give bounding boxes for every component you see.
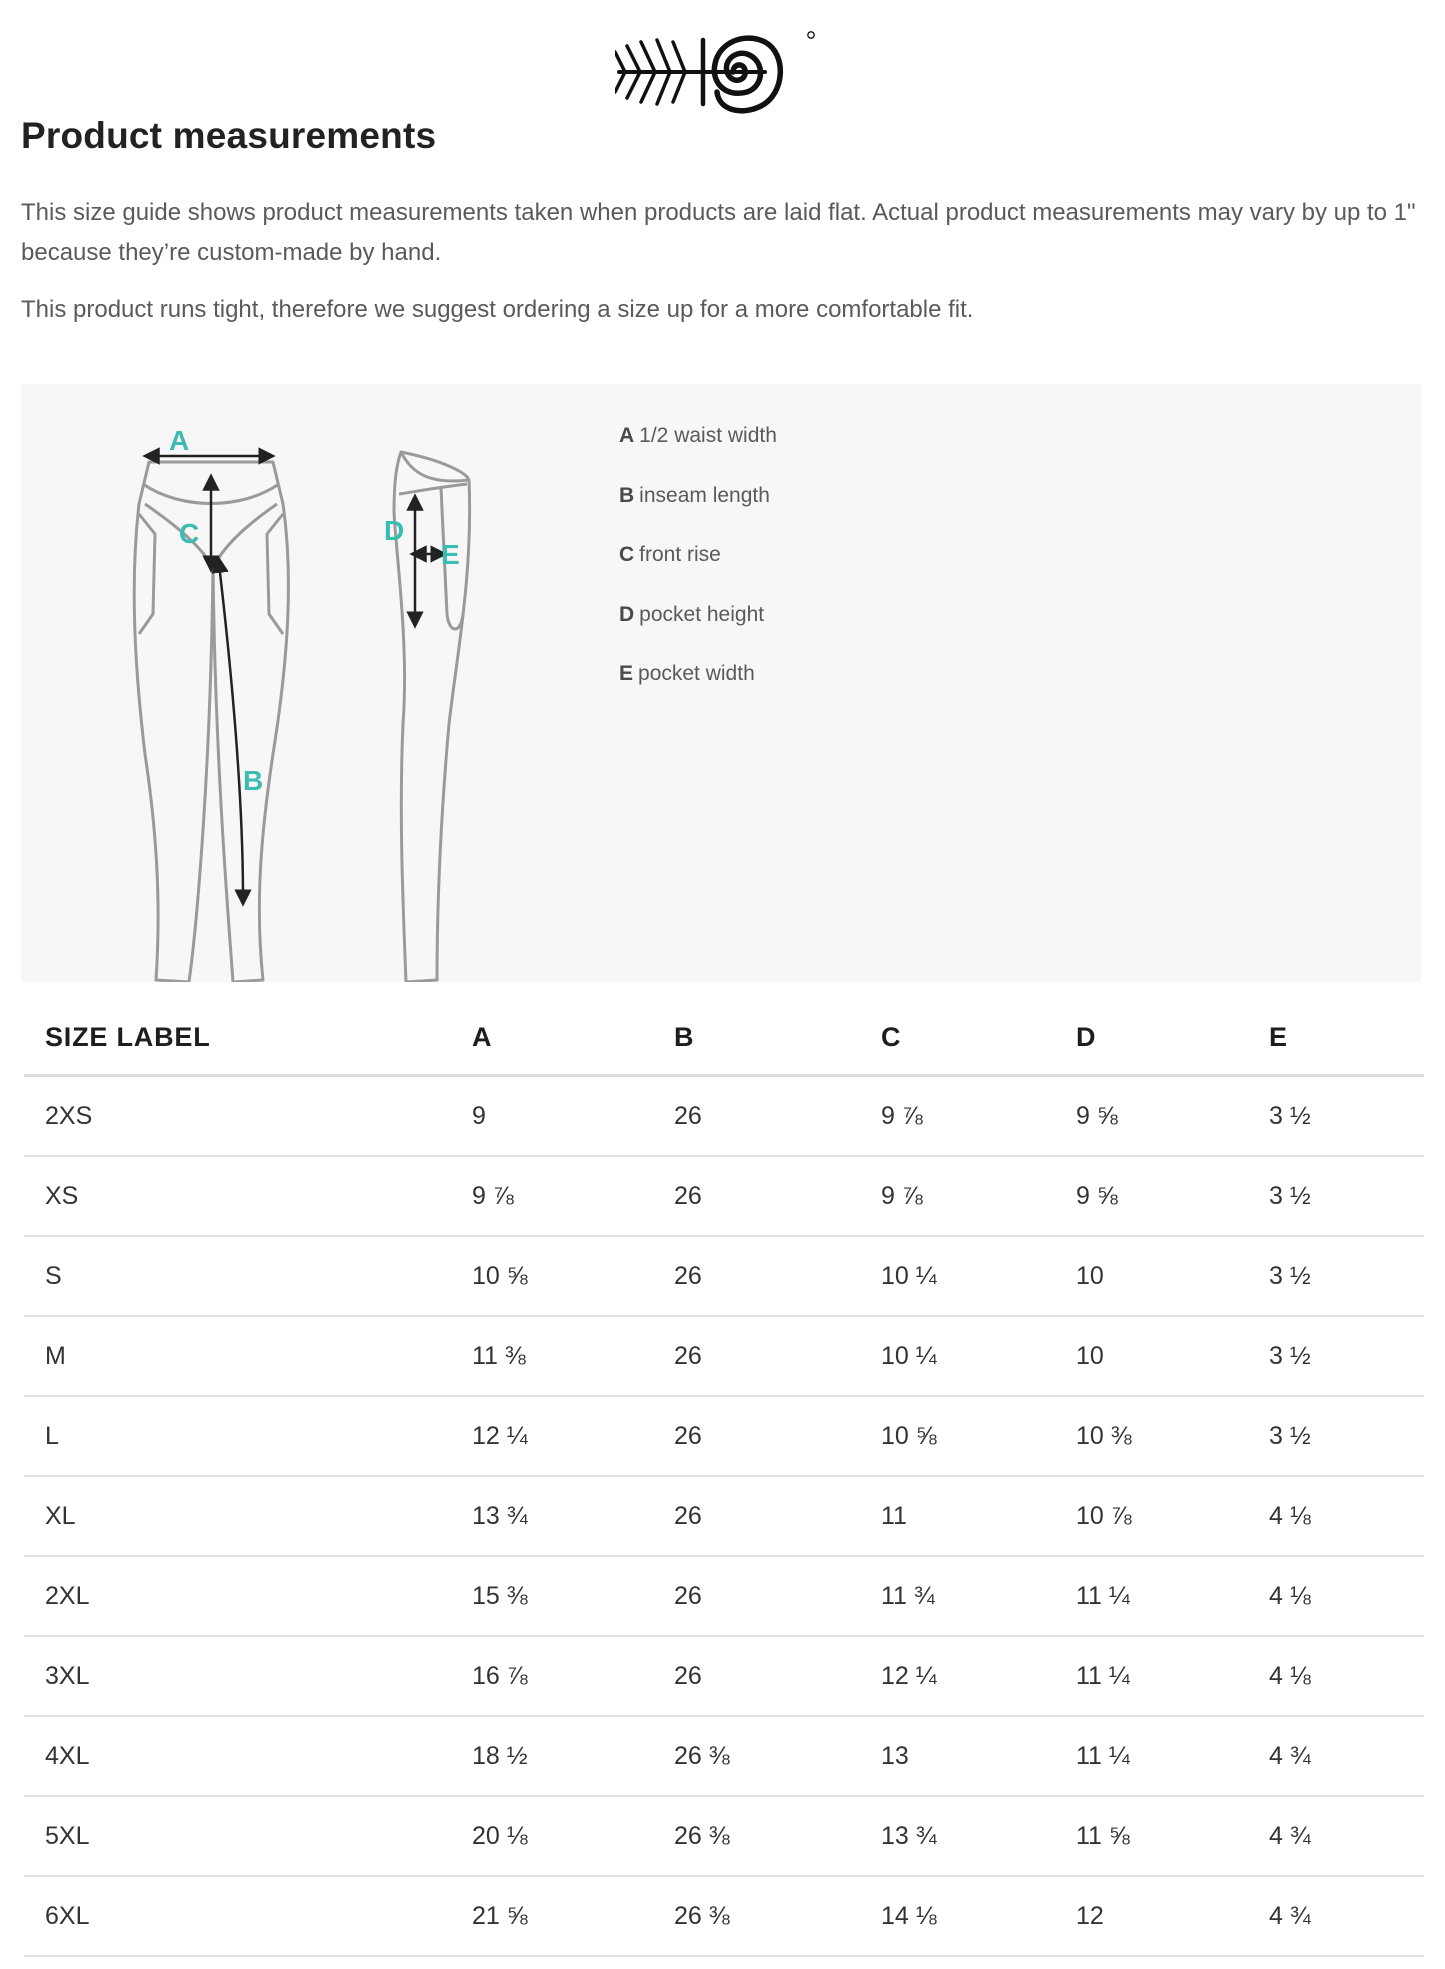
measurement-cell: 26	[653, 1156, 860, 1236]
measurement-cell: 3 ½	[1248, 1156, 1424, 1236]
measurement-cell: 4 ¾	[1248, 1796, 1424, 1876]
measurement-cell: 3 ½	[1248, 1316, 1424, 1396]
measurement-cell: 4 ⅛	[1248, 1476, 1424, 1556]
table-header-row	[24, 1000, 1424, 1076]
measurement-cell: 4 ⅛	[1248, 1556, 1424, 1636]
measurement-cell: 11 ⅜	[451, 1316, 653, 1396]
measurement-cell: 13 ¾	[860, 1796, 1055, 1876]
table-row	[24, 1156, 1424, 1236]
marker-c-label: C	[179, 518, 200, 549]
measurement-cell: 9 ⅞	[860, 1156, 1055, 1236]
measurement-cell: 11	[860, 1476, 1055, 1556]
measurement-cell: 26	[653, 1076, 860, 1157]
table-row	[24, 1076, 1424, 1157]
measurement-cell: 10 ⅞	[1055, 1476, 1248, 1556]
table-row	[24, 1716, 1424, 1796]
size-chart-table	[24, 1000, 1424, 1957]
header-e: E	[1248, 1000, 1424, 1076]
size-label-cell: XL	[24, 1476, 451, 1556]
measurement-cell: 11 ¼	[1055, 1716, 1248, 1796]
measurement-cell: 9 ⅞	[860, 1076, 1055, 1157]
measurement-cell: 9 ⅝	[1055, 1156, 1248, 1236]
marker-d-label: D	[384, 515, 405, 546]
measurement-cell: 26 ⅜	[653, 1716, 860, 1796]
marker-e-label: E	[441, 539, 460, 570]
fit-note: This product runs tight, therefore we suggest ordering a size up for a more comfortable fit.	[21, 296, 974, 323]
leggings-side-view	[394, 452, 470, 982]
header-b: B	[653, 1000, 860, 1076]
measurement-cell: 20 ⅛	[451, 1796, 653, 1876]
measurement-cell: 14 ⅛	[860, 1876, 1055, 1956]
measurement-cell: 13	[860, 1716, 1055, 1796]
measurement-cell: 12	[1055, 1876, 1248, 1956]
size-label-cell: 2XS	[24, 1076, 451, 1157]
measurement-cell: 11 ¼	[1055, 1636, 1248, 1716]
measurement-cell: 10	[1055, 1316, 1248, 1396]
size-label-cell: 6XL	[24, 1876, 451, 1956]
measurement-cell: 3 ½	[1248, 1396, 1424, 1476]
legend-item-c: C front rise	[619, 543, 721, 566]
intro-paragraph: This size guide shows product measurements taken when products are laid flat. Actual product measurements may vary by up to 1" because they’re custom-made by hand.	[21, 199, 1416, 266]
header-size-label: SIZE LABEL	[24, 1000, 451, 1076]
page-title: Product measurements	[21, 115, 437, 156]
table-row	[24, 1316, 1424, 1396]
measurement-cell: 26	[653, 1636, 860, 1716]
measurement-cell: 3 ½	[1248, 1076, 1424, 1157]
table-row	[24, 1636, 1424, 1716]
measurement-cell: 11 ¼	[1055, 1556, 1248, 1636]
header-c: C	[860, 1000, 1055, 1076]
size-label-cell: 5XL	[24, 1796, 451, 1876]
measurement-cell: 10 ⅝	[451, 1236, 653, 1316]
measurement-cell: 4 ⅛	[1248, 1636, 1424, 1716]
size-label-cell: L	[24, 1396, 451, 1476]
legend-item-d: D pocket height	[619, 602, 765, 626]
measurement-cell: 13 ¾	[451, 1476, 653, 1556]
table-row	[24, 1396, 1424, 1476]
measurement-cell: 9	[451, 1076, 653, 1157]
measurement-cell: 18 ½	[451, 1716, 653, 1796]
arrow-spiral-logo-icon	[615, 22, 830, 122]
measurement-cell: 12 ¼	[451, 1396, 653, 1476]
table-row	[24, 1236, 1424, 1316]
measurement-cell: 9 ⅝	[1055, 1076, 1248, 1157]
measurement-cell: 10 ⅜	[1055, 1396, 1248, 1476]
size-label-cell: M	[24, 1316, 451, 1396]
measurement-cell: 11 ¾	[860, 1556, 1055, 1636]
table-row	[24, 1476, 1424, 1556]
measurement-cell: 26	[653, 1476, 860, 1556]
leggings-measurement-diagram	[21, 384, 621, 982]
measurement-cell: 10 ¼	[860, 1316, 1055, 1396]
measurement-cell: 4 ¾	[1248, 1876, 1424, 1956]
measurement-cell: 26 ⅜	[653, 1796, 860, 1876]
header-d: D	[1055, 1000, 1248, 1076]
measurement-cell: 26	[653, 1556, 860, 1636]
measurement-cell: 26	[653, 1396, 860, 1476]
measurement-cell: 16 ⅞	[451, 1636, 653, 1716]
measurement-cell: 21 ⅝	[451, 1876, 653, 1956]
table-row	[24, 1556, 1424, 1636]
legend-item-e: E pocket width	[619, 662, 755, 685]
table-row	[24, 1796, 1424, 1876]
size-label-cell: XS	[24, 1156, 451, 1236]
measurement-cell: 15 ⅜	[451, 1556, 653, 1636]
measurement-cell: 26 ⅜	[653, 1876, 860, 1956]
size-label-cell: 2XL	[24, 1556, 451, 1636]
legend-item-a: A 1/2 waist width	[619, 424, 777, 447]
measurement-cell: 9 ⅞	[451, 1156, 653, 1236]
measurement-cell: 10 ⅝	[860, 1396, 1055, 1476]
measurement-cell: 3 ½	[1248, 1236, 1424, 1316]
measurement-cell: 12 ¼	[860, 1636, 1055, 1716]
marker-b-label: B	[243, 765, 264, 796]
measurement-diagram-panel	[21, 384, 1421, 982]
size-label-cell: 4XL	[24, 1716, 451, 1796]
measurement-cell: 26	[653, 1236, 860, 1316]
table-row	[24, 1876, 1424, 1956]
size-label-cell: 3XL	[24, 1636, 451, 1716]
header-a: A	[451, 1000, 653, 1076]
legend-item-b: B inseam length	[619, 483, 770, 507]
measurement-cell: 10	[1055, 1236, 1248, 1316]
measurement-legend	[619, 422, 777, 720]
size-label-cell: S	[24, 1236, 451, 1316]
measurement-cell: 26	[653, 1316, 860, 1396]
measurement-cell: 11 ⅝	[1055, 1796, 1248, 1876]
measurement-cell: 4 ¾	[1248, 1716, 1424, 1796]
measurement-cell: 10 ¼	[860, 1236, 1055, 1316]
marker-a-label: A	[169, 425, 190, 456]
